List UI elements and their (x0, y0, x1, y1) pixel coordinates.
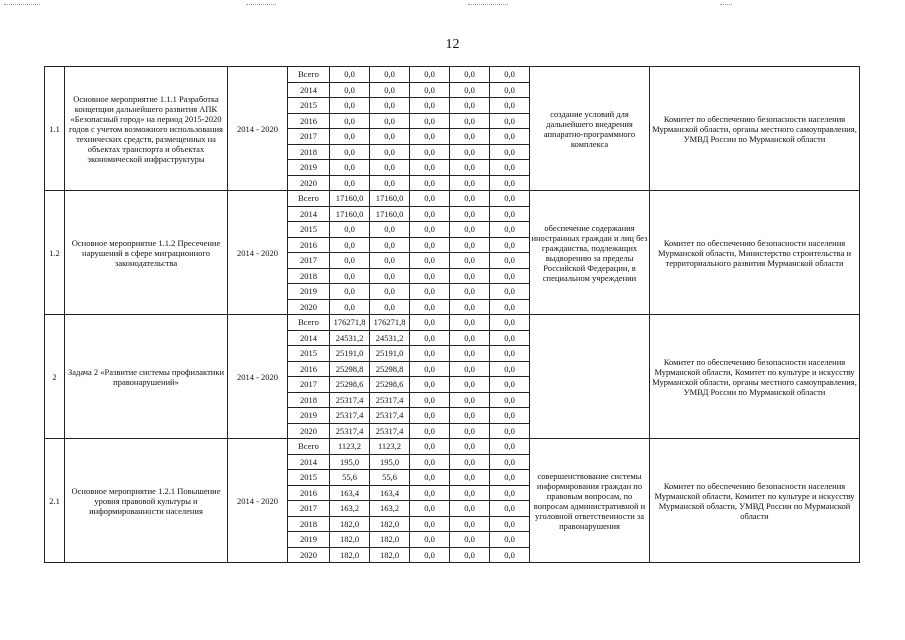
executor: Комитет по обеспечению безопасности населения Мурманской области, Министерство строительства и территориального развития Мурманской области (650, 191, 860, 315)
value-cell: 0,0 (410, 346, 450, 362)
year-cell: 2016 (288, 485, 330, 501)
year-cell: 2020 (288, 423, 330, 439)
value-cell: 0,0 (490, 206, 530, 222)
year-cell: 2018 (288, 516, 330, 532)
year-cell: 2014 (288, 454, 330, 470)
value-cell: 25317,4 (330, 408, 370, 424)
executor: Комитет по обеспечению безопасности населения Мурманской области, Комитет по культуре и искусству Мурманской области, органы местного самоуправления, УМВД России по Мурманской области (650, 315, 860, 439)
value-cell: 0,0 (410, 284, 450, 300)
year-cell: 2019 (288, 408, 330, 424)
value-cell: 25317,4 (330, 392, 370, 408)
value-cell: 0,0 (450, 423, 490, 439)
value-cell: 0,0 (490, 346, 530, 362)
year-cell: 2017 (288, 129, 330, 145)
value-cell: 0,0 (450, 268, 490, 284)
value-cell: 0,0 (410, 175, 450, 191)
table-row (45, 67, 860, 83)
year-cell: Всего (288, 67, 330, 83)
value-cell: 25317,4 (370, 392, 410, 408)
value-cell: 0,0 (490, 423, 530, 439)
year-cell: 2014 (288, 82, 330, 98)
year-cell: 2020 (288, 175, 330, 191)
executor: Комитет по обеспечению безопасности населения Мурманской области, органы местного самоуправления, УМВД России по Мурманской области (650, 67, 860, 191)
value-cell: 176271,8 (370, 315, 410, 331)
value-cell: 0,0 (490, 191, 530, 207)
value-cell: 0,0 (490, 516, 530, 532)
year-cell: 2020 (288, 299, 330, 315)
value-cell: 0,0 (410, 408, 450, 424)
value-cell: 0,0 (490, 408, 530, 424)
value-cell: 0,0 (410, 361, 450, 377)
value-cell: 0,0 (410, 439, 450, 455)
value-cell: 0,0 (370, 268, 410, 284)
year-cell: Всего (288, 315, 330, 331)
value-cell: 0,0 (450, 175, 490, 191)
value-cell: 0,0 (410, 501, 450, 517)
value-cell: 17160,0 (370, 191, 410, 207)
value-cell: 0,0 (490, 98, 530, 114)
value-cell: 182,0 (330, 547, 370, 563)
value-cell: 0,0 (490, 315, 530, 331)
table-body (45, 67, 860, 563)
value-cell: 0,0 (410, 330, 450, 346)
value-cell: 0,0 (410, 547, 450, 563)
year-cell: 2017 (288, 501, 330, 517)
value-cell: 0,0 (410, 98, 450, 114)
value-cell: 0,0 (450, 516, 490, 532)
value-cell: 0,0 (450, 361, 490, 377)
value-cell: 0,0 (330, 98, 370, 114)
value-cell: 0,0 (330, 113, 370, 129)
year-cell: 2019 (288, 160, 330, 176)
value-cell: 0,0 (490, 532, 530, 548)
row-number: 2 (45, 315, 65, 439)
value-cell: 0,0 (370, 144, 410, 160)
value-cell: 163,4 (330, 485, 370, 501)
value-cell: 0,0 (410, 144, 450, 160)
year-cell: 2015 (288, 222, 330, 238)
value-cell: 24531,2 (370, 330, 410, 346)
year-cell: 2019 (288, 532, 330, 548)
value-cell: 25191,0 (330, 346, 370, 362)
value-cell: 25298,8 (370, 361, 410, 377)
value-cell: 195,0 (330, 454, 370, 470)
expected-result: создание условий для дальнейшего внедрения аппаратно-программного комплекса (530, 67, 650, 191)
value-cell: 0,0 (410, 113, 450, 129)
value-cell: 0,0 (450, 454, 490, 470)
value-cell: 0,0 (490, 299, 530, 315)
row-number: 1.1 (45, 67, 65, 191)
value-cell: 0,0 (370, 98, 410, 114)
expected-result: совершенствование системы информирования граждан по правовым вопросам, по вопросам административной и уголовной ответственности за правонарушения (530, 439, 650, 563)
value-cell: 0,0 (410, 268, 450, 284)
year-cell: 2018 (288, 392, 330, 408)
value-cell: 0,0 (450, 377, 490, 393)
value-cell: 0,0 (330, 284, 370, 300)
value-cell: 24531,2 (330, 330, 370, 346)
value-cell: 182,0 (370, 532, 410, 548)
program-table (44, 66, 860, 563)
value-cell: 0,0 (330, 129, 370, 145)
value-cell: 0,0 (490, 144, 530, 160)
year-cell: 2016 (288, 113, 330, 129)
year-cell: 2014 (288, 206, 330, 222)
value-cell: 0,0 (490, 253, 530, 269)
value-cell: 0,0 (370, 175, 410, 191)
row-number: 2.1 (45, 439, 65, 563)
value-cell: 0,0 (450, 206, 490, 222)
value-cell: 0,0 (330, 237, 370, 253)
value-cell: 0,0 (370, 222, 410, 238)
value-cell: 0,0 (370, 82, 410, 98)
value-cell: 0,0 (490, 175, 530, 191)
value-cell: 0,0 (490, 82, 530, 98)
value-cell: 0,0 (450, 144, 490, 160)
value-cell: 0,0 (450, 346, 490, 362)
value-cell: 0,0 (410, 129, 450, 145)
value-cell: 182,0 (330, 532, 370, 548)
value-cell: 0,0 (410, 516, 450, 532)
value-cell: 0,0 (410, 191, 450, 207)
value-cell: 0,0 (450, 299, 490, 315)
value-cell: 0,0 (490, 237, 530, 253)
table-row (45, 439, 860, 455)
value-cell: 0,0 (490, 330, 530, 346)
value-cell: 0,0 (450, 284, 490, 300)
year-cell: 2014 (288, 330, 330, 346)
year-cell: 2018 (288, 144, 330, 160)
value-cell: 0,0 (450, 532, 490, 548)
value-cell: 0,0 (490, 377, 530, 393)
value-cell: 25317,4 (370, 408, 410, 424)
value-cell: 0,0 (410, 299, 450, 315)
value-cell: 0,0 (410, 206, 450, 222)
value-cell: 0,0 (450, 237, 490, 253)
value-cell: 0,0 (490, 222, 530, 238)
value-cell: 0,0 (410, 315, 450, 331)
value-cell: 0,0 (450, 67, 490, 83)
value-cell: 0,0 (370, 160, 410, 176)
value-cell: 25298,6 (330, 377, 370, 393)
value-cell: 0,0 (490, 501, 530, 517)
year-cell: 2019 (288, 284, 330, 300)
year-cell: Всего (288, 439, 330, 455)
period: 2014 - 2020 (228, 315, 288, 439)
value-cell: 0,0 (450, 253, 490, 269)
value-cell: 0,0 (410, 377, 450, 393)
value-cell: 0,0 (450, 191, 490, 207)
year-cell: 2017 (288, 253, 330, 269)
value-cell: 0,0 (450, 470, 490, 486)
value-cell: 0,0 (450, 392, 490, 408)
value-cell: 0,0 (370, 67, 410, 83)
year-cell: 2016 (288, 237, 330, 253)
period: 2014 - 2020 (228, 67, 288, 191)
value-cell: 0,0 (330, 299, 370, 315)
measure-name: Основное мероприятие 1.1.2 Пресечение нарушений в сфере миграционного законодательства (65, 191, 228, 315)
value-cell: 182,0 (370, 547, 410, 563)
value-cell: 0,0 (450, 98, 490, 114)
value-cell: 0,0 (410, 82, 450, 98)
value-cell: 163,4 (370, 485, 410, 501)
value-cell: 0,0 (410, 485, 450, 501)
value-cell: 0,0 (450, 113, 490, 129)
value-cell: 0,0 (490, 547, 530, 563)
value-cell: 25191,0 (370, 346, 410, 362)
year-cell: 2017 (288, 377, 330, 393)
value-cell: 0,0 (450, 439, 490, 455)
value-cell: 0,0 (490, 160, 530, 176)
value-cell: 1123,2 (370, 439, 410, 455)
value-cell: 0,0 (330, 67, 370, 83)
measure-name: Основное мероприятие 1.1.1 Разработка концепции дальнейшего развития АПК «Безопасный город» на период 2015-2020 годов с учетом возможного использования технических средств, размещенных на объектах транспорта и объектах экономической инфраструктуры (65, 67, 228, 191)
value-cell: 176271,8 (330, 315, 370, 331)
value-cell: 17160,0 (330, 206, 370, 222)
value-cell: 0,0 (490, 129, 530, 145)
value-cell: 0,0 (410, 454, 450, 470)
period: 2014 - 2020 (228, 439, 288, 563)
value-cell: 0,0 (490, 485, 530, 501)
table-row (45, 315, 860, 331)
value-cell: 0,0 (490, 470, 530, 486)
expected-result (530, 315, 650, 439)
value-cell: 0,0 (410, 222, 450, 238)
value-cell: 0,0 (450, 485, 490, 501)
value-cell: 0,0 (450, 408, 490, 424)
value-cell: 0,0 (490, 439, 530, 455)
value-cell: 195,0 (370, 454, 410, 470)
value-cell: 0,0 (450, 129, 490, 145)
value-cell: 0,0 (330, 175, 370, 191)
measure-name: Основное мероприятие 1.2.1 Повышение уровня правовой культуры и информированности населения (65, 439, 228, 563)
value-cell: 0,0 (450, 222, 490, 238)
value-cell: 0,0 (490, 67, 530, 83)
year-cell: 2020 (288, 547, 330, 563)
value-cell: 0,0 (370, 284, 410, 300)
value-cell: 0,0 (370, 129, 410, 145)
value-cell: 0,0 (410, 392, 450, 408)
value-cell: 0,0 (410, 160, 450, 176)
value-cell: 25298,6 (370, 377, 410, 393)
expected-result: обеспечение содержания иностранных граждан и лиц без гражданства, подлежащих выдворению за пределы Российской Федерации, в специальном учреждении (530, 191, 650, 315)
value-cell: 17160,0 (330, 191, 370, 207)
value-cell: 0,0 (330, 160, 370, 176)
value-cell: 0,0 (330, 144, 370, 160)
value-cell: 0,0 (410, 237, 450, 253)
period: 2014 - 2020 (228, 191, 288, 315)
value-cell: 25317,4 (370, 423, 410, 439)
value-cell: 182,0 (330, 516, 370, 532)
value-cell: 0,0 (490, 268, 530, 284)
value-cell: 0,0 (410, 67, 450, 83)
measure-name: Задача 2 «Развитие системы профилактики правонарушений» (65, 315, 228, 439)
header-marks (0, 4, 905, 10)
value-cell: 0,0 (450, 330, 490, 346)
row-number: 1.2 (45, 191, 65, 315)
executor: Комитет по обеспечению безопасности населения Мурманской области, Комитет по культуре и искусству Мурманской области, УМВД России по Мурманской области (650, 439, 860, 563)
value-cell: 0,0 (370, 253, 410, 269)
year-cell: 2016 (288, 361, 330, 377)
value-cell: 0,0 (490, 454, 530, 470)
value-cell: 25317,4 (330, 423, 370, 439)
value-cell: 163,2 (330, 501, 370, 517)
value-cell: 55,6 (370, 470, 410, 486)
value-cell: 0,0 (370, 113, 410, 129)
value-cell: 0,0 (450, 82, 490, 98)
value-cell: 0,0 (410, 532, 450, 548)
year-cell: Всего (288, 191, 330, 207)
year-cell: 2018 (288, 268, 330, 284)
value-cell: 0,0 (330, 82, 370, 98)
year-cell: 2015 (288, 470, 330, 486)
value-cell: 1123,2 (330, 439, 370, 455)
value-cell: 0,0 (490, 113, 530, 129)
value-cell: 25298,8 (330, 361, 370, 377)
value-cell: 0,0 (370, 299, 410, 315)
value-cell: 0,0 (410, 423, 450, 439)
value-cell: 0,0 (410, 470, 450, 486)
year-cell: 2015 (288, 98, 330, 114)
value-cell: 0,0 (450, 160, 490, 176)
value-cell: 17160,0 (370, 206, 410, 222)
value-cell: 0,0 (370, 237, 410, 253)
value-cell: 182,0 (370, 516, 410, 532)
value-cell: 0,0 (490, 392, 530, 408)
table-row (45, 191, 860, 207)
value-cell: 163,2 (370, 501, 410, 517)
value-cell: 0,0 (490, 361, 530, 377)
value-cell: 55,6 (330, 470, 370, 486)
value-cell: 0,0 (450, 501, 490, 517)
value-cell: 0,0 (410, 253, 450, 269)
value-cell: 0,0 (450, 315, 490, 331)
value-cell: 0,0 (330, 222, 370, 238)
value-cell: 0,0 (490, 284, 530, 300)
value-cell: 0,0 (330, 268, 370, 284)
value-cell: 0,0 (450, 547, 490, 563)
year-cell: 2015 (288, 346, 330, 362)
value-cell: 0,0 (330, 253, 370, 269)
page-number: 12 (445, 37, 460, 52)
